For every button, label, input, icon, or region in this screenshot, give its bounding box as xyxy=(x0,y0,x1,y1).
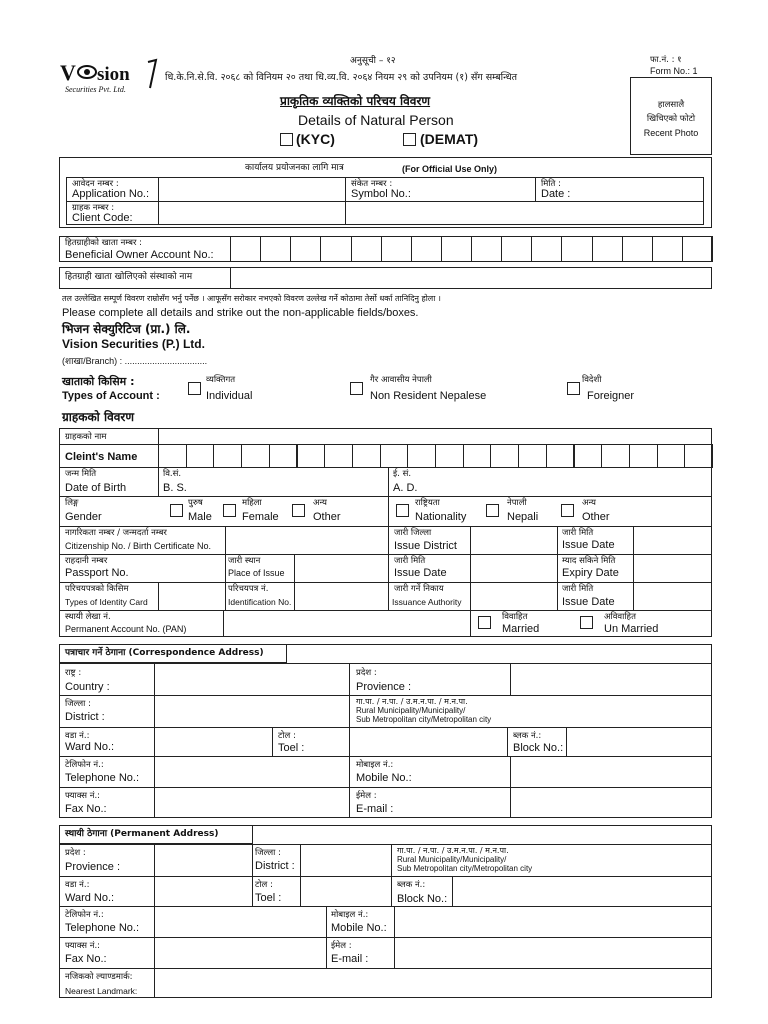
schedule-label: अनुसूची – १२ xyxy=(350,56,396,66)
issue-district-label-np: जारी जिल्ला xyxy=(394,528,432,538)
id-no-label-np: परिचयपत्र नं. xyxy=(228,584,269,594)
correspondence-title: पत्राचार गर्ने ठेगाना (Correspondence Address) xyxy=(65,648,264,658)
expiry-date-label: Expiry Date xyxy=(562,567,619,579)
name-letter-box[interactable] xyxy=(241,444,270,468)
foreigner-label-np: विदेशी xyxy=(582,375,602,385)
client-code-label-np: ग्राहक नम्बर : xyxy=(72,203,115,213)
client-details-heading: ग्राहकको विवरण xyxy=(62,410,135,424)
bo-digit-box[interactable] xyxy=(290,236,321,262)
gender-other-label: Other xyxy=(313,511,341,523)
nrn-label-np: गैर आवासीय नेपाली xyxy=(370,375,432,385)
perm-ward-input[interactable] xyxy=(156,878,250,904)
passport-issue-date-label: Issue Date xyxy=(394,567,447,579)
bo-digit-box[interactable] xyxy=(441,236,472,262)
perm-landmark-label: Nearest Landmark: xyxy=(65,986,138,996)
dob-ad-label-np: ई. सं. xyxy=(393,469,412,479)
corr-block-label-np: ब्लक नं.: xyxy=(513,731,542,741)
citizenship-input[interactable] xyxy=(227,528,386,552)
nationality-other-label: Other xyxy=(582,511,610,523)
svg-text:V: V xyxy=(60,60,76,85)
application-no-input[interactable] xyxy=(160,179,343,199)
place-issue-label-np: जारी स्थान xyxy=(228,556,261,566)
bo-digit-box[interactable] xyxy=(411,236,442,262)
expiry-date-label-np: म्याद सकिने मिति xyxy=(562,556,616,566)
perm-telephone-label-np: टेलिफोन नं.: xyxy=(65,910,104,920)
perm-ward-label: Ward No.: xyxy=(65,892,115,904)
perm-mobile-label: Mobile No.: xyxy=(331,922,387,934)
corr-country-label: Country : xyxy=(65,681,110,693)
corr-tole-label-np: टोल : xyxy=(278,731,296,741)
symbol-no-label-np: संकेत नम्बर : xyxy=(351,179,393,189)
perm-province-label: Provience : xyxy=(65,861,121,873)
perm-municipality-label-np: गा.पा. / न.पा. / उ.म.न.पा. / म.न.पा. xyxy=(397,846,509,855)
symbol-no-label: Symbol No.: xyxy=(351,188,411,200)
passport-issue-date-label-np: जारी मिति xyxy=(394,556,426,566)
pan-label: Permanent Account No. (PAN) xyxy=(65,624,187,634)
perm-fax-input[interactable] xyxy=(156,939,324,966)
name-letter-box[interactable] xyxy=(574,444,603,468)
corr-fax-input[interactable] xyxy=(156,789,347,816)
bo-digit-box[interactable] xyxy=(351,236,382,262)
bo-digit-box[interactable] xyxy=(531,236,562,262)
name-letter-box[interactable] xyxy=(684,444,713,468)
nationality-label-np: राष्ट्रियता xyxy=(415,498,440,508)
corr-block-label: Block No.: xyxy=(513,742,564,754)
corr-ward-label-np: वडा नं.: xyxy=(65,731,90,741)
bo-digit-box[interactable] xyxy=(381,236,412,262)
corr-ward-label: Ward No.: xyxy=(65,741,115,753)
client-code-input[interactable] xyxy=(160,203,343,223)
official-title-np: कार्यालय प्रयोजनका लागि मात्र xyxy=(245,163,344,173)
photo-box[interactable] xyxy=(630,77,712,155)
nepali-label: Nepali xyxy=(507,511,539,523)
perm-fax-label-np: फ्याक्स नं.: xyxy=(65,941,101,951)
dob-label: Date of Birth xyxy=(65,482,127,494)
corr-country-label-np: राष्ट्र : xyxy=(65,668,82,678)
issue-district-label: Issue District xyxy=(394,540,457,552)
passport-label-np: राहदानी नम्बर xyxy=(65,556,108,566)
bo-digit-box[interactable] xyxy=(230,236,261,262)
name-letter-box[interactable] xyxy=(352,444,381,468)
married-checkbox[interactable] xyxy=(478,616,491,629)
title-nepali: प्राकृतिक व्यक्तिको परिचय विवरण xyxy=(280,94,431,108)
name-letter-box[interactable] xyxy=(518,444,547,468)
bo-digit-box[interactable] xyxy=(260,236,291,262)
corr-district-label: District : xyxy=(65,711,105,723)
regulation-text: धि.के.नि.से.वि. २०६८ को विनियम २० तथा धि.व्य.वि. २०६४ नियम २९ को उपनियम (१) सँग सम्बन्धित xyxy=(165,72,517,83)
gender-label: Gender xyxy=(65,511,102,523)
male-label: Male xyxy=(188,511,212,523)
application-no-label-np: आवेदन नम्बर : xyxy=(72,179,119,189)
id-issue-date-label-np: जारी मिति xyxy=(562,584,594,594)
nationality-other-checkbox[interactable] xyxy=(561,504,574,517)
issue-date-label: Issue Date xyxy=(562,539,615,551)
citizenship-label: Citizenship No. / Birth Certificate No. xyxy=(65,541,212,551)
pan-input[interactable] xyxy=(225,612,468,635)
nrn-label: Non Resident Nepalese xyxy=(370,390,487,402)
bo-digit-box[interactable] xyxy=(561,236,592,262)
official-title-en: (For Official Use Only) xyxy=(402,164,498,174)
permanent-title: स्थायी ठेगाना (Permanent Address) xyxy=(65,829,219,839)
unmarried-label: Un Married xyxy=(604,623,659,635)
kyc-checkbox[interactable] xyxy=(280,133,293,146)
name-letter-box[interactable] xyxy=(380,444,409,468)
corr-mobile-label: Mobile No.: xyxy=(356,772,412,784)
dob-ad-input[interactable]: A. D. xyxy=(393,482,418,494)
id-type-label: Types of Identity Card xyxy=(65,597,148,607)
corr-municipality-label-1: Rural Municipality/Municipality/ xyxy=(356,706,466,715)
foreigner-label: Foreigner xyxy=(587,390,635,402)
perm-landmark-label-np: नजिकको ल्याण्डमार्क: xyxy=(65,972,133,982)
name-letter-box[interactable] xyxy=(490,444,519,468)
corr-email-label-np: ईमेल : xyxy=(356,791,377,801)
perm-ward-label-np: वडा नं.: xyxy=(65,880,90,890)
bo-digit-box[interactable] xyxy=(652,236,683,262)
authority-label-np: जारी गर्ने निकाय xyxy=(394,584,444,594)
bo-institution-input[interactable] xyxy=(232,269,710,287)
nationality-label: Nationality xyxy=(415,511,467,523)
dob-bs-label-np: वि.सं. xyxy=(163,469,182,479)
female-label: Female xyxy=(242,511,279,523)
demat-checkbox[interactable] xyxy=(403,133,416,146)
name-letter-box[interactable] xyxy=(435,444,464,468)
perm-landmark-input[interactable] xyxy=(156,970,710,996)
svg-text:sion: sion xyxy=(97,64,130,85)
client-name-label-np: ग्राहकको नाम xyxy=(65,432,107,442)
client-name-label: Cleint's Name xyxy=(65,451,138,463)
corr-telephone-label-np: टेलिफोन नं.: xyxy=(65,760,104,770)
corr-email-label: E-mail : xyxy=(356,803,394,815)
bo-label: Beneficial Owner Account No.: xyxy=(65,249,214,261)
branch-field[interactable]: (शाखा/Branch) : ................................. xyxy=(62,356,208,366)
perm-email-label-np: ईमेल : xyxy=(331,941,352,951)
gender-other-label-np: अन्य xyxy=(313,498,327,508)
corr-municipality-label-2: Sub Metropolitan city/Metropolitan city xyxy=(356,715,492,724)
bo-digit-box[interactable] xyxy=(622,236,653,262)
perm-district-label: District : xyxy=(255,860,295,872)
corr-country-input[interactable] xyxy=(156,665,347,693)
name-letter-box[interactable] xyxy=(158,444,187,468)
corr-province-label-np: प्रदेश : xyxy=(356,668,377,678)
unmarried-checkbox[interactable] xyxy=(580,616,593,629)
dob-bs-input[interactable]: B. S. xyxy=(163,482,187,494)
perm-tole-label-np: टोल : xyxy=(255,880,273,890)
perm-municipality-label-1: Rural Municipality/Municipality/ xyxy=(397,855,507,864)
photo-label-en: Recent Photo xyxy=(643,128,699,138)
client-code-label: Client Code: xyxy=(72,212,133,224)
photo-label-np1: हालसालै xyxy=(657,100,685,110)
form-no-nepali: फा.नं. : १ xyxy=(650,55,682,65)
company-logo xyxy=(60,58,160,98)
perm-block-label-np: ब्लक नं.: xyxy=(397,880,426,890)
date-label: Date : xyxy=(541,188,571,200)
female-checkbox[interactable] xyxy=(223,504,236,517)
perm-fax-label: Fax No.: xyxy=(65,953,107,965)
corr-province-label: Provience : xyxy=(356,681,412,693)
dob-label-np: जन्म मिति xyxy=(65,469,97,479)
corr-district-input[interactable] xyxy=(156,697,347,725)
bo-digit-box[interactable] xyxy=(592,236,623,262)
nationality-other-label-np: अन्य xyxy=(582,498,596,508)
individual-label: Individual xyxy=(206,390,253,402)
perm-block-label: Block No.: xyxy=(397,893,448,905)
perm-district-input[interactable] xyxy=(302,846,389,874)
gender-label-np: लिङ्ग xyxy=(65,498,79,508)
application-no-label: Application No.: xyxy=(72,188,150,200)
name-letter-box[interactable] xyxy=(657,444,686,468)
corr-fax-label: Fax No.: xyxy=(65,803,107,815)
perm-email-label: E-mail : xyxy=(331,953,369,965)
instructions-en: Please complete all details and strike out the non-applicable fields/boxes. xyxy=(62,307,419,319)
individual-checkbox[interactable] xyxy=(188,382,201,395)
id-type-label-np: परिचयपत्रको किसिम xyxy=(65,584,129,594)
perm-tole-label: Toel : xyxy=(255,892,282,904)
name-letter-box[interactable] xyxy=(463,444,492,468)
name-letter-box[interactable] xyxy=(269,444,298,468)
citizenship-label-np: नागरिकता नम्बर / जन्मदर्ता नम्बर xyxy=(65,528,167,538)
company-name-np: भिजन सेक्युरिटिज (प्रा.) लि. xyxy=(62,322,191,336)
corr-fax-label-np: फ्याक्स नं.: xyxy=(65,791,101,801)
account-type-label: Types of Account : xyxy=(62,390,160,402)
bo-digit-box[interactable] xyxy=(320,236,351,262)
svg-text:Securities Pvt. Ltd.: Securities Pvt. Ltd. xyxy=(65,85,126,94)
corr-tole-label: Toel : xyxy=(278,742,305,754)
pan-label-np: स्थायी लेखा नं. xyxy=(65,612,111,622)
individual-label-np: व्यक्तिगत xyxy=(206,375,236,385)
perm-district-label-np: जिल्ला : xyxy=(255,848,281,858)
name-letter-box[interactable] xyxy=(297,444,326,468)
bo-digit-box[interactable] xyxy=(471,236,502,262)
male-checkbox[interactable] xyxy=(170,504,183,517)
issue-date-label-np: जारी मिति xyxy=(562,528,594,538)
perm-telephone-input[interactable] xyxy=(156,908,324,935)
perm-municipality-label-2: Sub Metropolitan city/Metropolitan city xyxy=(397,864,533,873)
gender-other-checkbox[interactable] xyxy=(292,504,305,517)
authority-label: Issuance Authority xyxy=(392,597,462,607)
name-letter-box[interactable] xyxy=(546,444,575,468)
bo-label-np: हितग्राहीको खाता नम्बर : xyxy=(65,238,142,248)
name-letter-box[interactable] xyxy=(629,444,658,468)
foreigner-checkbox[interactable] xyxy=(567,382,580,395)
account-type-label-np: खाताको किसिम : xyxy=(62,375,135,388)
perm-province-input[interactable] xyxy=(156,846,250,874)
name-letter-box[interactable] xyxy=(407,444,436,468)
corr-telephone-input[interactable] xyxy=(156,758,347,785)
client-name-np-input[interactable] xyxy=(160,430,710,442)
name-letter-box[interactable] xyxy=(324,444,353,468)
instructions-np: तल उल्लेखित सम्पूर्ण विवरण राम्रोसँग भर्नु पर्नेछ । आफूसँग सरोकार नभएको विवरण उल्लेख गर्ने कोठामा तेर्सो धर्का तानिदिनु होला । xyxy=(62,294,441,303)
id-no-label: Identification No. xyxy=(228,597,292,607)
nationality-checkbox[interactable] xyxy=(396,504,409,517)
kyc-label: (KYC) xyxy=(296,131,335,147)
nepali-label-np: नेपाली xyxy=(507,498,527,508)
bo-institution-label: हितग्राही खाता खोलिएको संस्थाको नाम xyxy=(65,272,193,282)
name-letter-box[interactable] xyxy=(186,444,215,468)
corr-ward-input[interactable] xyxy=(156,729,270,754)
bo-digit-box[interactable] xyxy=(501,236,532,262)
passport-label: Passport No. xyxy=(65,567,129,579)
corr-telephone-label: Telephone No.: xyxy=(65,772,139,784)
nepali-checkbox[interactable] xyxy=(486,504,499,517)
perm-mobile-label-np: मोबाइल नं.: xyxy=(331,910,369,920)
id-issue-date-label: Issue Date xyxy=(562,596,615,608)
female-label-np: महिला xyxy=(242,498,262,508)
place-issue-label: Place of Issue xyxy=(228,568,285,578)
form-no-english: Form No.: 1 xyxy=(650,66,698,76)
corr-mobile-label-np: मोबाइल नं.: xyxy=(356,760,394,770)
demat-label: (DEMAT) xyxy=(420,131,479,147)
date-label-np: मिति : xyxy=(541,179,561,189)
photo-label-np2: खिचिएको फोटो xyxy=(646,114,696,124)
title-english: Details of Natural Person xyxy=(298,112,454,128)
married-label-np: विवाहित xyxy=(502,612,528,622)
vision-logo-mark xyxy=(60,58,160,98)
unmarried-label-np: अविवाहित xyxy=(604,612,636,622)
corr-municipality-label-np: गा.पा. / न.पा. / उ.म.न.पा. / म.न.पा. xyxy=(356,697,468,706)
married-label: Married xyxy=(502,623,540,635)
company-name-en: Vision Securities (P.) Ltd. xyxy=(62,337,205,351)
name-letter-box[interactable] xyxy=(213,444,242,468)
perm-province-label-np: प्रदेश : xyxy=(65,848,86,858)
perm-telephone-label: Telephone No.: xyxy=(65,922,139,934)
name-letter-box[interactable] xyxy=(601,444,630,468)
bo-digit-box[interactable] xyxy=(682,236,713,262)
corr-district-label-np: जिल्ला : xyxy=(65,699,91,709)
male-label-np: पुरुष xyxy=(188,498,203,508)
nrn-checkbox[interactable] xyxy=(350,382,363,395)
